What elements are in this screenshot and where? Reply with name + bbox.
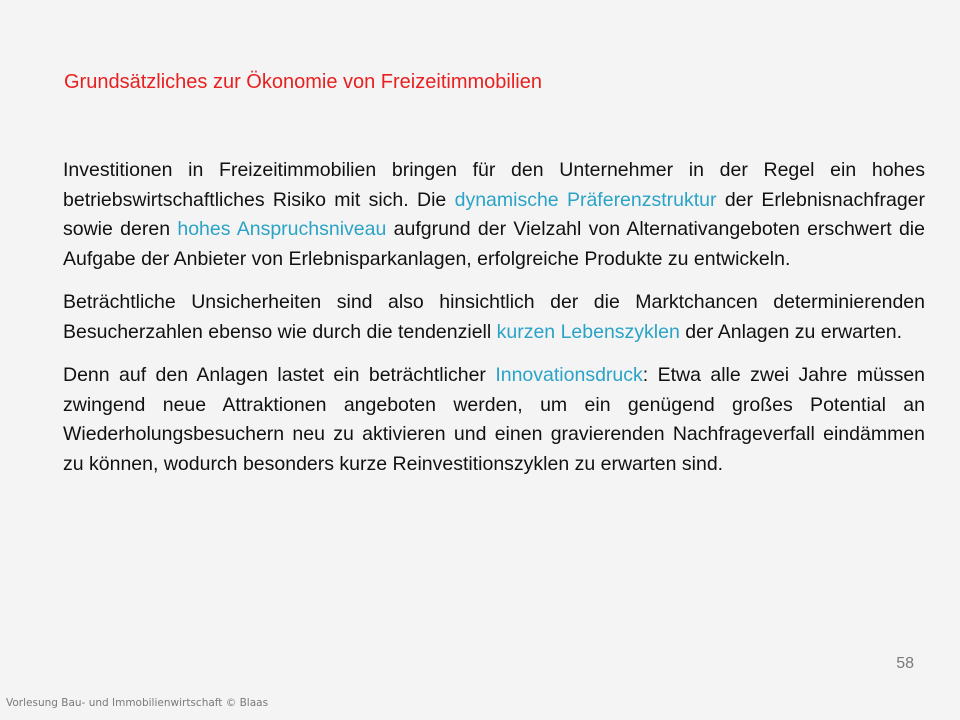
paragraph-1: [63, 156, 925, 274]
slide-body: [63, 156, 925, 493]
paragraph-1-text-3: aufgrund der Vielzahl von Alternativangeboten erschwert die Aufgabe der Anbieter von Erlebnisparkanlagen, erfolgreiche Produkte zu entwickeln.: [63, 218, 925, 270]
page-number: 58: [896, 655, 914, 672]
paragraph-3-text-1: Denn auf den Anlagen lastet ein beträchtlicher: [63, 364, 496, 386]
paragraph-2: [63, 288, 925, 347]
paragraph-1-text-1: Investitionen in Freizeitimmobilien bringen für den Unternehmer in der Regel ein hohes betriebswirtschaftliches Risiko mit sich. Die: [63, 159, 925, 211]
paragraph-1-text-2: der Erlebnisnachfrager sowie deren: [63, 188, 925, 240]
footer-text: Vorlesung Bau- und Immobilienwirtschaft © Blaas: [6, 697, 269, 709]
highlight-hohes-anspruchsniveau: hohes Anspruchsniveau: [177, 218, 387, 240]
paragraph-3: [63, 361, 925, 479]
highlight-innovationsdruck: Innovationsdruck: [495, 364, 643, 386]
highlight-dynamische-praeferenzstruktur: dynamische Präferenzstruktur: [454, 188, 717, 211]
highlight-kurzen-lebenszyklen: kurzen Lebenszyklen: [496, 320, 680, 343]
paragraph-2-text-2: der Anlagen zu erwarten.: [679, 320, 903, 343]
paragraph-3-text-2: : Etwa alle zwei Jahre müssen zwingend neue Attraktionen angeboten werden, um ein genügend großes Potential an Wiederholungsbesuchern neu zu aktivieren und einen gravierenden Nachfrageverfall eindämmen zu können, wodurch besonders kurze Reinvestitionszyklen zu erwarten sind.: [63, 364, 926, 475]
paragraph-2-text-1: Beträchtliche Unsicherheiten sind also hinsichtlich der die Marktchancen determinierenden Besucherzahlen ebenso wie durch die tendenziell: [63, 291, 925, 343]
slide-title: Grundsätzliches zur Ökonomie von Freizeitimmobilien: [64, 71, 542, 93]
